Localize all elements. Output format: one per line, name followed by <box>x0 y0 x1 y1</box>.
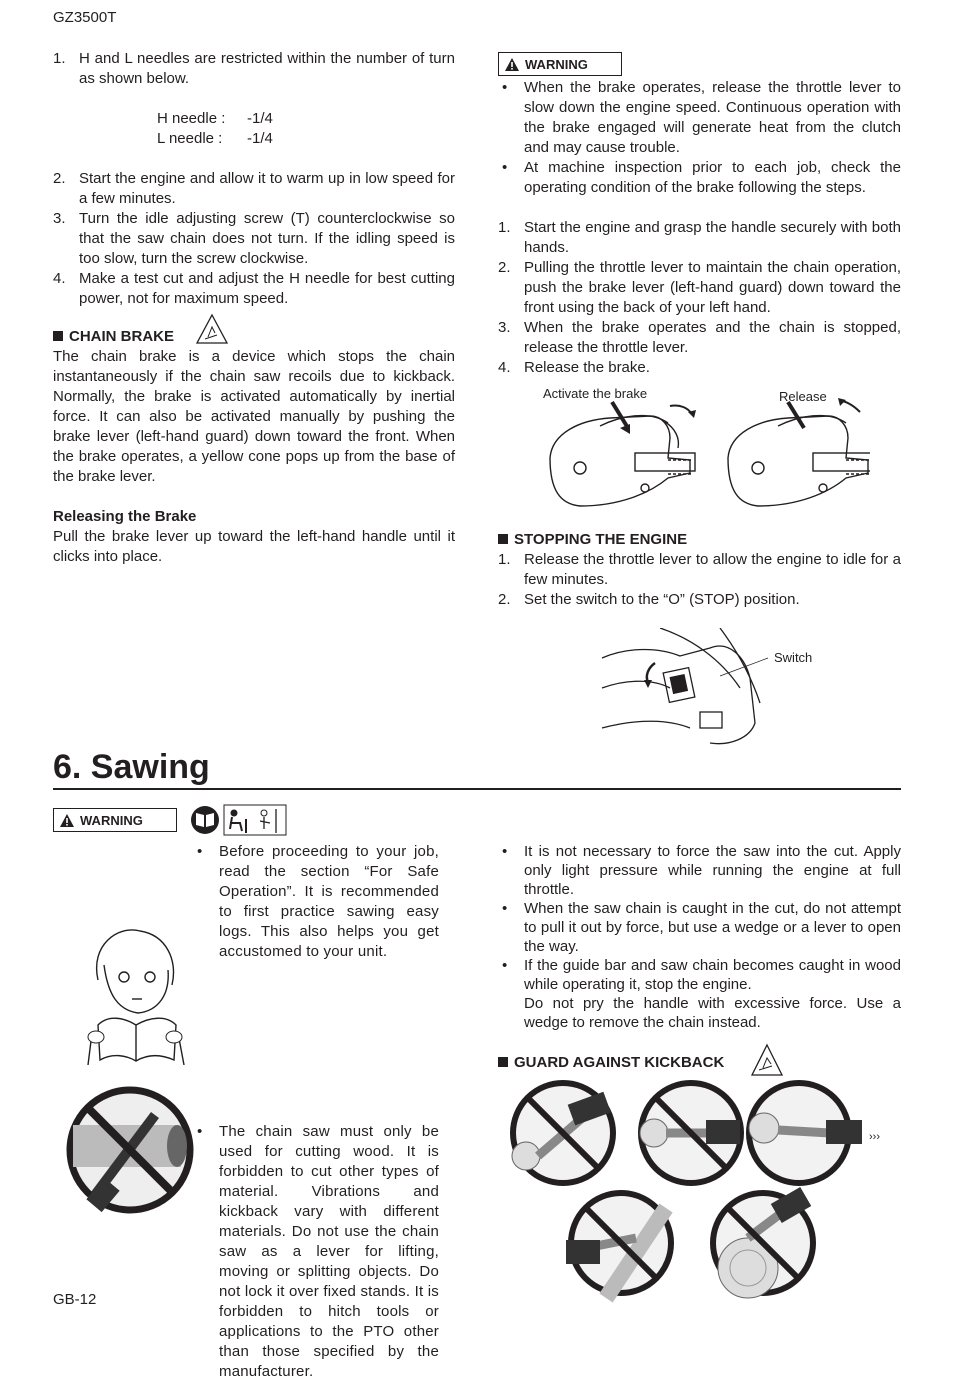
releasing-heading: Releasing the Brake <box>53 508 197 525</box>
no-cutting-pipe-illustration <box>65 1085 195 1215</box>
list-item: • When the brake operates, release the throttle lever to slow down the engine speed. Continuous operation with the brake engaged will generate heat from the clutch and may cause trouble. <box>502 79 901 156</box>
stopping-heading: STOPPING THE ENGINE <box>498 530 687 550</box>
stopping-steps <box>498 550 901 610</box>
h-needle-label: H needle : <box>157 110 226 127</box>
read-manual-icon <box>190 803 288 837</box>
list-item: • If the guide bar and saw chain becomes caught in wood while operating it, stop the engine. <box>502 957 901 993</box>
list-item: 2. Pulling the throttle lever to maintain the chain operation, push the brake lever (left-hand guard) down toward the front using the back of your left hand. <box>498 259 901 316</box>
list-item-continuation: Do not pry the handle with excessive force. Use a wedge to remove the chain instead. <box>524 995 901 1031</box>
l-needle-label: L needle : <box>157 130 223 147</box>
switch-caption: Switch <box>774 650 813 665</box>
caution-kickback-icon <box>195 313 229 345</box>
warning-badge: WARNING <box>53 808 177 832</box>
l-needle-value: -1/4 <box>247 130 273 147</box>
list-item: • It is not necessary to force the saw into the cut. Apply only light pressure while running the engine at full throttle. <box>502 843 901 898</box>
list-item: 2. Set the switch to the “O” (STOP) position. <box>498 591 800 608</box>
list-item: • At machine inspection prior to each job, check the operating condition of the brake following the steps. <box>502 159 901 196</box>
kickback-illustrations <box>508 1078 903 1308</box>
list-item: 4. Release the brake. <box>498 359 650 376</box>
list-item: 1. Release the throttle lever to allow the engine to idle for a few minutes. <box>498 551 901 588</box>
chain-brake-text: The chain brake is a device which stops the chain instantaneously if the chain saw recoils due to kickback. Normally, the brake is activated automatically by inertial force. It can also be activated manually by pushing the brake lever (left-hand guard) down toward the front. When the brake operates, a yellow cone pops up from the base of the brake lever. <box>53 348 455 485</box>
svg-text:›››: ››› <box>869 1131 880 1143</box>
switch-illustration <box>600 628 775 748</box>
section-divider <box>53 788 901 790</box>
release-caption: Release <box>779 389 827 404</box>
list-item: 2. Start the engine and allow it to warm up in low speed for a few minutes. <box>53 170 455 207</box>
sawing-right-list <box>498 842 901 1032</box>
caution-kickback-icon <box>750 1043 784 1077</box>
brake-warning-list <box>498 78 901 378</box>
warning-triangle-icon <box>505 58 519 71</box>
list-item: • When the saw chain is caught in the cut, do not attempt to pull it out by force, but use a wedge or a lever to open the way. <box>502 900 901 955</box>
section-title: 6. Sawing <box>53 748 210 786</box>
list-item: 1. H and L needles are restricted within the number of turn as shown below. <box>53 50 455 87</box>
kickback-heading: GUARD AGAINST KICKBACK <box>498 1053 724 1073</box>
activate-brake-caption: Activate the brake <box>543 386 648 401</box>
list-item: 3. When the brake operates and the chain is stopped, release the throttle lever. <box>498 319 901 356</box>
warning-triangle-icon <box>60 814 74 827</box>
reading-person-illustration <box>78 925 188 1065</box>
page-number: GB-12 <box>53 1291 97 1308</box>
needle-table <box>53 109 455 149</box>
releasing-text: Pull the brake lever up toward the left-hand handle until it clicks into place. <box>53 528 455 565</box>
model-number: GZ3500T <box>53 9 117 26</box>
list-item: 1. Start the engine and grasp the handle securely with both hands. <box>498 219 901 256</box>
brake-illustration <box>540 398 870 513</box>
chain-brake-heading: CHAIN BRAKE <box>53 327 174 347</box>
h-needle-value: -1/4 <box>247 110 273 127</box>
list-item: 4. Make a test cut and adjust the H needle for best cutting power, not for maximum speed. <box>53 270 455 307</box>
warning-badge: WARNING <box>498 52 622 76</box>
sawing-left-bullet-2: • The chain saw must only be used for cutting wood. It is forbidden to cut other types of material. Vibrations and kickback vary with different materials. Do not use the chain saw as a lever for lifting, moving or splitting objects. Do not lock it over fixed stands. It is forbidden to hitch tools or applications to the PTO other than those specified by the manufacturer. <box>197 1123 439 1380</box>
list-item: 3. Turn the idle adjusting screw (T) counterclockwise so that the saw chain does not turn. If the idling speed is too slow, turn the screw clockwise. <box>53 210 455 267</box>
sawing-left-bullet-1: • Before proceeding to your job, read the section “For Safe Operation”. It is recommended to first practice sawing easy logs. This also helps you get accustomed to your unit. <box>197 843 439 960</box>
carburetor-steps <box>53 49 455 309</box>
